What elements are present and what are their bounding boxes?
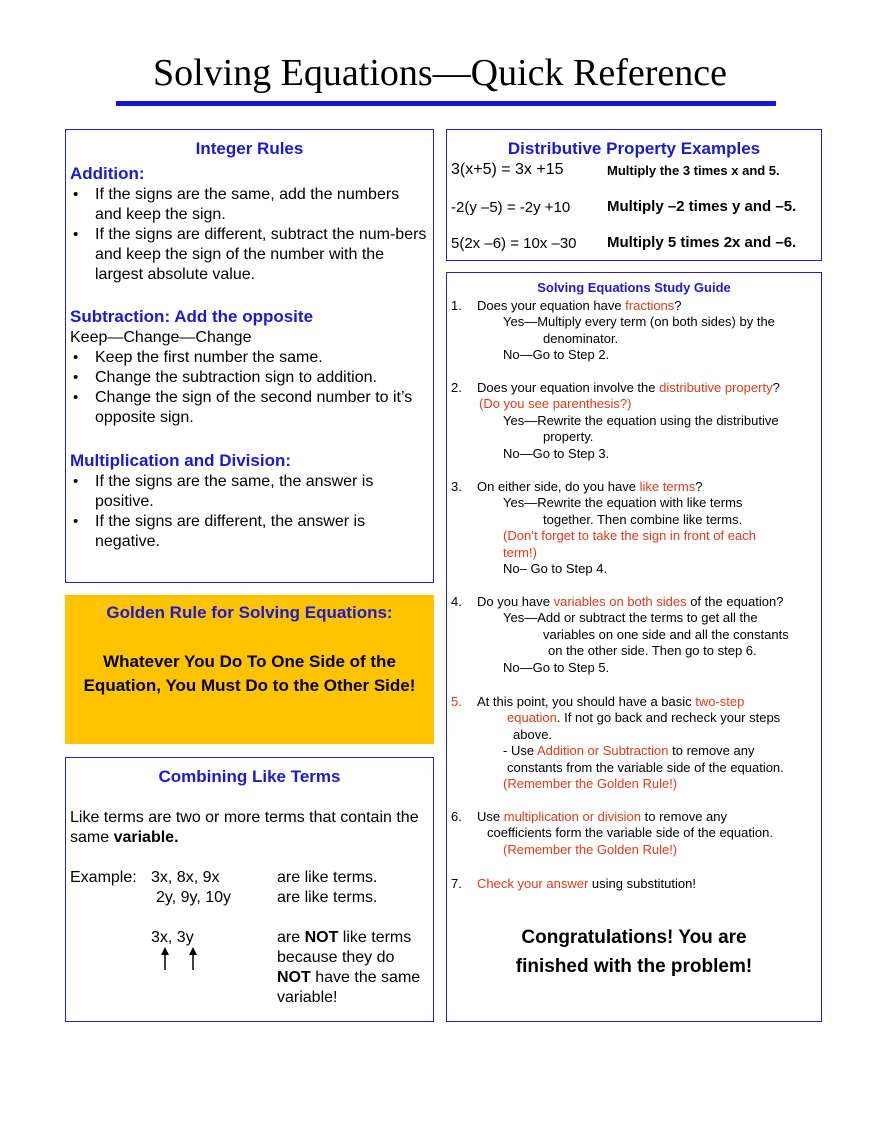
step-hint: (Remember the Golden Rule!): [503, 776, 678, 791]
step-text: [477, 809, 817, 826]
example-1-note: are like terms.: [277, 869, 378, 886]
distributive-note: Multiply the 3 times x and 5.: [607, 163, 780, 178]
example-3-note: [277, 928, 427, 1008]
step-text-cont: [507, 710, 780, 727]
text: . If not go back and recheck your steps: [556, 710, 781, 725]
highlight: Addition or Subtraction: [536, 743, 669, 758]
note-text: have the same variable!: [277, 969, 421, 1006]
text: On either side, do you have: [477, 479, 640, 494]
step-yes: Yes—Multiply every term (on both sides) by the: [503, 314, 775, 329]
list-item: • Keep the first number the same.: [70, 348, 427, 368]
text: Use: [477, 809, 504, 824]
combining-like-terms-box: [65, 757, 434, 1022]
text: using substitution!: [588, 876, 696, 891]
example-label: Example:: [70, 869, 137, 886]
equation: 3(x+5) = 3x +15: [451, 161, 564, 178]
step-text-cont: constants from the variable side of the equation.: [507, 760, 784, 775]
text: ?: [772, 380, 780, 395]
arrow-up-icon: [154, 946, 214, 972]
text: Does your equation have: [477, 298, 626, 313]
distributive-box: [446, 129, 822, 261]
step-text: [477, 594, 817, 611]
title-underline: [116, 101, 776, 106]
equation: 5(2x –6) = 10x –30: [451, 235, 577, 252]
golden-rule-heading: Golden Rule for Solving Equations:: [106, 603, 393, 622]
list-item: • Change the sign of the second number to it’s opposite sign.: [70, 388, 427, 428]
text: At this point, you should have a basic: [477, 694, 696, 709]
step-yes: Yes—Add or subtract the terms to get all the: [503, 610, 758, 625]
addition-heading: Addition:: [70, 164, 145, 183]
highlight: equation: [507, 710, 557, 725]
step-no: No—Go to Step 3.: [503, 446, 610, 461]
step-text: [477, 694, 817, 711]
step-number: 1.: [451, 298, 462, 313]
step-number: 3.: [451, 479, 462, 494]
step-yes-cont: together. Then combine like terms.: [543, 512, 743, 527]
addition-list: [70, 185, 427, 285]
highlight: distributive property: [659, 380, 773, 395]
distributive-note: Multiply 5 times 2x and –6.: [607, 234, 797, 251]
page-title: Solving Equations—Quick Reference: [152, 52, 728, 94]
subtraction-heading: Subtraction: Add the opposite: [70, 307, 314, 326]
study-guide-heading: Solving Equations Study Guide: [537, 280, 731, 295]
list-item: • If the signs are different, subtract the num-bers and keep the sign of the number with the largest absolute value.: [70, 225, 427, 285]
example-1-terms: 3x, 8x, 9x: [151, 869, 220, 886]
step-no: No—Go to Step 2.: [503, 347, 610, 362]
congrats-line: finished with the problem!: [515, 956, 753, 977]
highlight: fractions: [625, 298, 675, 313]
distributive-heading: Distributive Property Examples: [507, 139, 761, 158]
integer-rules-heading: Integer Rules: [195, 139, 304, 158]
text: - Use: [503, 743, 537, 758]
list-item: • If the signs are different, the answer is negative.: [70, 512, 427, 552]
list-item: • Change the subtraction sign to addition.: [70, 368, 427, 388]
text: ?: [695, 479, 703, 494]
multdiv-heading: Multiplication and Division:: [70, 451, 291, 470]
step-hint-cont: term!): [503, 545, 537, 560]
step-yes-cont: property.: [543, 429, 594, 444]
example-3-terms: 3x, 3y: [151, 929, 194, 946]
note-text: like terms because they do: [277, 929, 412, 966]
text: Does your equation involve the: [477, 380, 660, 395]
step-text-cont: coefficients form the variable side of the equation.: [487, 825, 773, 840]
equation: -2(y –5) = -2y +10: [451, 199, 571, 216]
step-hint: (Do you see parenthesis?): [479, 396, 632, 411]
combining-heading: Combining Like Terms: [158, 767, 341, 786]
step-text-cont: [503, 743, 755, 760]
text: to remove any: [668, 743, 755, 758]
congrats-line: Congratulations! You are: [521, 927, 747, 948]
intro-bold: variable.: [113, 829, 179, 846]
step-number: 4.: [451, 594, 462, 609]
text: ?: [674, 298, 682, 313]
subtraction-list: [70, 348, 427, 428]
step-yes-cont: denominator.: [543, 331, 619, 346]
distributive-row: [451, 161, 564, 179]
list-item: • If the signs are the same, add the numbers and keep the sign.: [70, 185, 427, 225]
step-text: [477, 380, 817, 397]
text: of the equation?: [686, 594, 784, 609]
intro-text: Like terms are two or more terms that contain the same: [70, 809, 419, 846]
step-no: No– Go to Step 4.: [503, 561, 608, 576]
step-yes-cont: on the other side. Then go to step 6.: [548, 643, 757, 658]
integer-rules-box: [65, 129, 434, 583]
congratulations-text: [447, 923, 821, 981]
distributive-row: [451, 199, 570, 216]
step-yes: Yes—Rewrite the equation with like terms: [503, 495, 743, 510]
step-text: [477, 298, 817, 315]
step-number: 7.: [451, 876, 462, 891]
highlight: variables on both sides: [553, 594, 687, 609]
multdiv-list: [70, 472, 427, 552]
text: to remove any: [641, 809, 728, 824]
golden-rule-text: Whatever You Do To One Side of the Equation, You Must Do to the Other Side!: [83, 652, 416, 695]
step-number: 6.: [451, 809, 462, 824]
example-2-terms: 2y, 9y, 10y: [156, 889, 231, 906]
highlight: Check your answer: [477, 876, 589, 891]
step-no: No—Go to Step 5.: [503, 660, 610, 675]
distributive-note: Multiply –2 times y and –5.: [607, 198, 797, 215]
highlight: multiplication or division: [503, 809, 642, 824]
step-hint: (Remember the Golden Rule!): [503, 842, 678, 857]
highlight: like terms: [639, 479, 696, 494]
step-number: 2.: [451, 380, 462, 395]
step-text-cont: above.: [513, 727, 553, 742]
highlight: two-step: [695, 694, 745, 709]
golden-rule-box: [65, 595, 434, 744]
step-number: 5.: [451, 694, 462, 709]
distributive-row: [451, 235, 577, 252]
step-text: [477, 479, 817, 496]
combining-intro: [70, 808, 425, 848]
text: Do you have: [477, 594, 554, 609]
example-2-note: are like terms.: [277, 889, 378, 906]
step-text: [477, 876, 817, 893]
step-hint: (Don’t forget to take the sign in front of each: [503, 528, 756, 543]
note-bold: NOT: [304, 929, 339, 946]
list-item: • If the signs are the same, the answer is positive.: [70, 472, 427, 512]
step-yes: Yes—Rewrite the equation using the distributive: [503, 413, 779, 428]
subtraction-mnemonic: Keep—Change—Change: [70, 329, 252, 346]
note-text: are: [277, 929, 305, 946]
study-guide-box: [446, 272, 822, 1022]
note-bold: NOT: [277, 969, 311, 986]
step-yes-cont: variables on one side and all the constants: [543, 627, 789, 642]
